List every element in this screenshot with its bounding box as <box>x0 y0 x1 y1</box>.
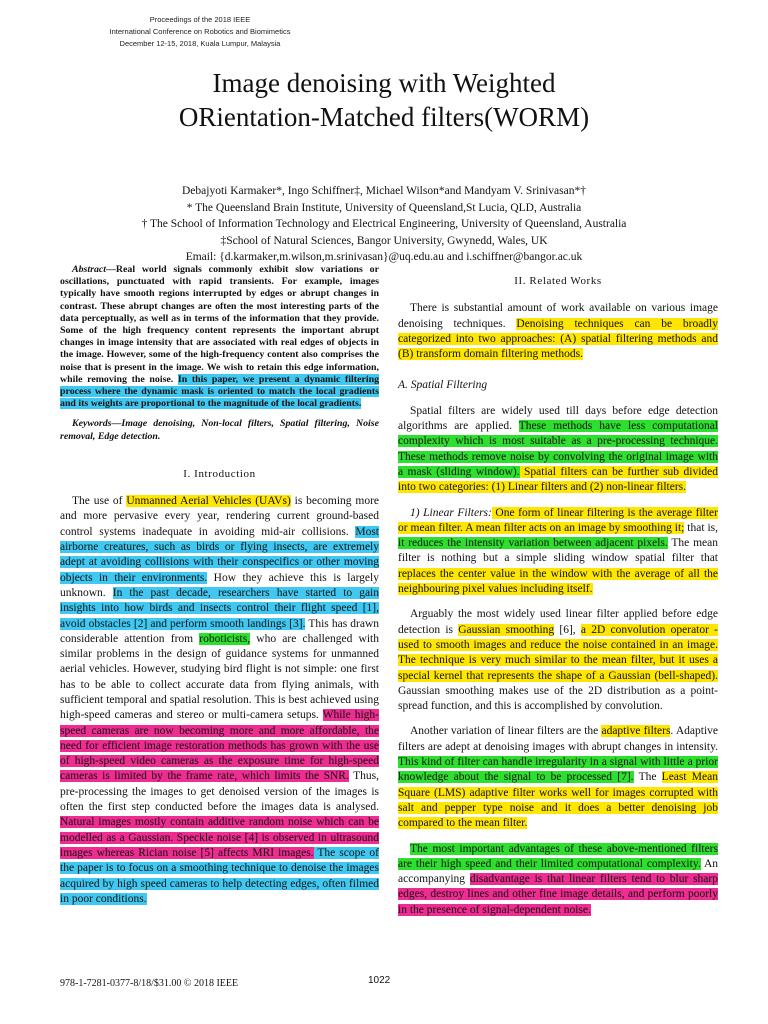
spatial-hl-categories: Spatial filters can be further sub divided into two categories: (1) Linear filters and (2) non-linear filters. <box>398 465 718 494</box>
intro-text-a: The use of <box>72 495 127 508</box>
copyright-footer: 978-1-7281-0377-8/18/$31.00 © 2018 IEEE <box>60 978 239 989</box>
keywords: Keywords—Image denoising, Non-local filters, Spatial filtering, Noise removal, Edge detection. <box>60 418 379 442</box>
affiliation-2: † The School of Information Technology and Electrical Engineering, University of Queensland, Australia <box>141 218 627 230</box>
adaptive-hl-name: adaptive filters <box>601 725 671 738</box>
gaussian-hl-operator: a 2D convolution operator - used to smooth images and reduce the noise contained in an image. The technique is very much similar to the mean filter, but it uses a special kernel that represents the shape of a Gaussian (bell-shaped). <box>398 623 718 682</box>
advantages-paragraph <box>398 842 718 918</box>
intro-hl-cameras: While high-speed cameras are now becoming more and more affordable, the need for efficient image restoration methods has grown with the use of high-speed video cameras as the exposure time for high-speed cameras is limited by the frame rate, which limits the SNR. <box>60 709 379 783</box>
affiliation-3: ‡School of Natural Sciences, Bangor University, Gwynedd, Wales, UK <box>220 234 548 247</box>
right-column <box>398 274 718 928</box>
linear-hl-intensity: it reduces the intensity variation between adjacent pixels. <box>398 537 668 550</box>
intro-hl-uavs: Unmanned Aerial Vehicles (UAVs) <box>126 495 291 508</box>
proceedings-line-1: Proceedings of the 2018 IEEE <box>149 15 251 24</box>
paper-title <box>40 66 728 134</box>
gaussian-text-c: Gaussian smoothing makes use of the 2D distribution as a point-spread function, and this is accomplished by convolution. <box>398 684 718 713</box>
proceedings-header <box>70 14 330 50</box>
author-names: Debajyoti Karmaker*, Ingo Schiffner‡, Michael Wilson*and Mandyam V. Srinivasan*† <box>182 185 586 197</box>
abstract-label: Abstract <box>72 264 107 275</box>
related-text-a: There is substantial amount of work available on various image denoising techniques. <box>398 302 718 330</box>
proceedings-line-3: December 12-15, 2018, Kuala Lumpur, Malaysia <box>119 39 281 48</box>
related-paragraph-1 <box>398 301 718 362</box>
abstract-highlight: In this paper, we present a dynamic filtering process where the dynamic mask is oriented to match the local gradients and its weights are proportional to the magnitude of the local gradients. <box>60 373 380 410</box>
author-block <box>40 183 728 266</box>
intro-text-e: who are challenged with similar problems in the design of guidance systems for unmanned aerial vehicles. However, studying bird flight is not simple: one first has to be able to collect accurate data from flying animals, with sufficient temporal and spatial resolution. This is best achieved using high-speed cameras and stereo or multi-camera setups. <box>60 632 379 722</box>
title-line-2: ORientation-Matched filters(WORM) <box>178 102 590 132</box>
adaptive-text-a: Another variation of linear filters are the <box>410 725 602 738</box>
linear-text-b: The mean filter is nothing but a simple sliding window spatial filter that <box>398 537 718 565</box>
linear-text-a: that is, <box>684 521 719 534</box>
intro-hl-noise: Natural images mostly contain additive random noise which can be modelled as a Gaussian. Speckle noise [4] is observed in ultrasound images whereas Rician noise [5] affects MRI images. <box>60 816 379 859</box>
linear-hl-center: replaces the center value in the window with the average of all the neighbouring pixel values including itself. <box>398 567 718 596</box>
page-number: 1022 <box>368 975 391 986</box>
advantages-hl: The most important advantages of these above-mentioned filters are their high speed and their limited computational complexity. <box>398 842 718 870</box>
advantages-text-a: An accompanying <box>398 857 719 886</box>
related-heading: II. Related Works <box>514 275 602 287</box>
intro-text-b: is becoming more and more pervasive every year, rendering current ground-based control systems inadequate in avoiding mid-air collisions. <box>60 495 380 538</box>
intro-hl-decade: In the past decade, researchers have started to gain insights into how birds and insects control their flight speed [1], avoid obstacles [2] and perform smooth landings [3]. <box>60 586 379 630</box>
intro-hl-roboticists: roboticists, <box>199 632 251 645</box>
intro-text-c: How they achieve this is largely unknown. <box>60 571 379 599</box>
related-paragraph-2 <box>398 404 718 496</box>
gaussian-hl-name: Gaussian smoothing <box>458 623 555 636</box>
proceedings-line-2: International Conference on Robotics and Biomimetics <box>109 27 291 36</box>
intro-paragraph <box>60 494 379 907</box>
intro-heading: I. Introduction <box>183 467 256 480</box>
adaptive-text-c: The <box>633 771 662 784</box>
left-column <box>60 264 379 917</box>
linear-filters-label: 1) Linear Filters: <box>410 506 492 519</box>
disadvantages-hl: disadvantage is that linear filters tend to blur sharp edges, destroy lines and other fine image details, and perform poorly in the presence of signal-dependent noise. <box>398 873 718 916</box>
affiliation-1: * The Queensland Brain Institute, University of Queensland,St Lucia, QLD, Australia <box>186 201 582 214</box>
abstract-text: —Real world signals commonly exhibit slow variations or oscillations, punctuated with rapid transients. For example, images typically have smooth regions interrupted by edges or abrupt changes in contrast. These abrupt changes are often the most interesting parts of the data perceptually, as well as in terms of the information that they provide. Some of the high frequency content represents the important abrupt changes in image intensity that are associated with real edges of objects in the image. However, some of the high-frequency content also comprises the noise that is present in the image. We wish to retain this edge information, while removing the noise. <box>60 264 379 385</box>
gaussian-text-a: Arguably the most widely used linear filter applied before edge detection is <box>398 608 718 636</box>
intro-hl-scope: The scope of the paper is to focus on a smoothing technique to denoise the images acquired by high speed cameras to help detecting edges, often filmed in poor conditions. <box>60 846 379 905</box>
intro-text-f: Thus, pre-processing the images to get denoised version of the images is often the first step conducted before the images data is analysed. <box>60 770 379 814</box>
intro-text-d: This has drawn considerable attention from <box>60 617 380 645</box>
adaptive-hl-irregularity: This kind of filter can handle irregularity in a signal with little a prior knowledge about the signal to be processed [7]. <box>398 756 718 784</box>
author-email: Email: {d.karmaker,m.wilson,m.srinivasan}@uq.edu.au and i.schiffner@bangor.ac.uk <box>185 251 583 263</box>
spatial-filtering-heading: A. Spatial Filtering <box>398 379 488 392</box>
adaptive-text-b: . Adaptive filters are adept at denoising images with abrupt changes in intensity. <box>398 725 718 753</box>
spatial-text-a: Spatial filters are widely used till days before edge detection algorithms are applied. <box>398 404 718 433</box>
related-hl-categories: Denoising techniques can be broadly categorized into two approaches: (A) spatial filtering methods and (B) transform domain filtering methods. <box>398 317 718 361</box>
intro-hl-airborne: Most airborne creatures, such as birds or flying insects, are extremely adept at avoiding collisions with their conspecifics or other moving objects in their environments. <box>60 525 379 584</box>
linear-hl-mean: One form of linear filtering is the average filter or mean filter. A mean filter acts on an image by smoothing it; <box>398 506 718 534</box>
abstract <box>60 264 379 410</box>
adaptive-hl-lms: Least Mean Square (LMS) adaptive filter works well for images corrupted with salt and pepper type noise and it does a better denoising job compared to the mean filter. <box>398 771 718 830</box>
spatial-hl-complexity: These methods have less computational complexity which is most suitable as a pre-processing technique. These methods remove noise by convolving the original image with a mask (sliding window). <box>398 420 718 478</box>
linear-filters-paragraph <box>398 506 718 598</box>
adaptive-paragraph <box>398 724 718 831</box>
gaussian-paragraph <box>398 607 718 714</box>
title-line-1: Image denoising with Weighted <box>212 68 556 98</box>
gaussian-text-b: [6], <box>554 623 581 636</box>
